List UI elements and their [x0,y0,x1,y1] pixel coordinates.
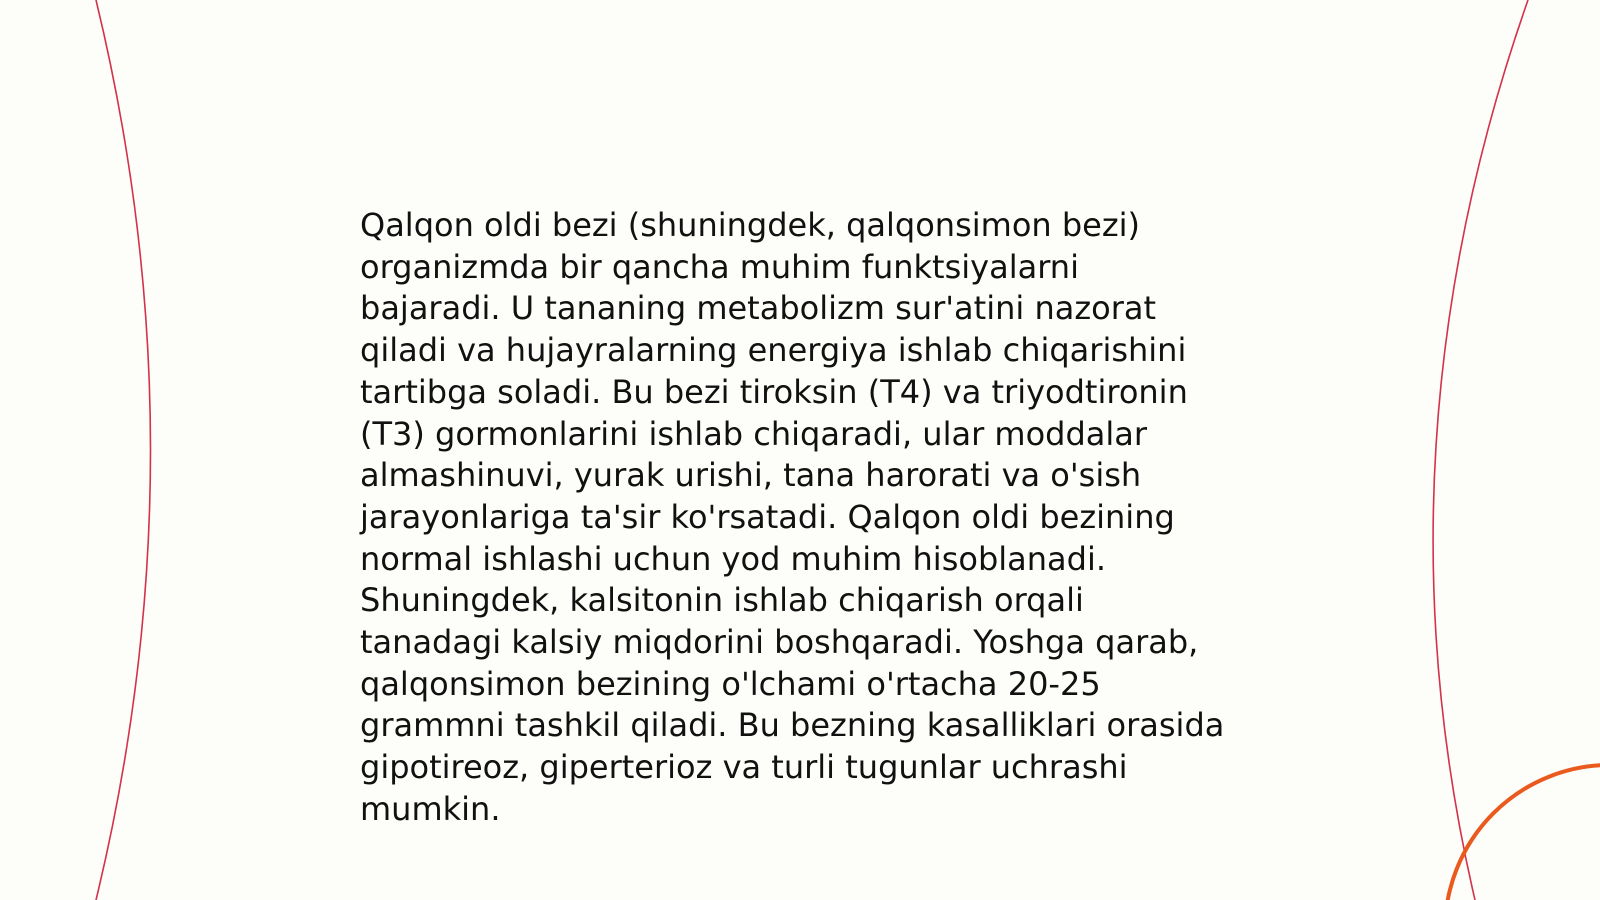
right-curve-line [1433,0,1528,900]
orange-accent-arc [1445,765,1600,900]
body-paragraph: Qalqon oldi bezi (shuningdek, qalqonsimon bezi) organizmda bir qancha muhim funktsiyalarni bajaradi. U tananing metabolizm sur'atini nazorat qiladi va hujayralarning energiya ishlab chiqarishini tartibga soladi. Bu bezi tiroksin (T4) va triyodtironin (T3) gormonlarini ishlab chiqaradi, ular moddalar almashinuvi, yurak urishi, tana harorati va o'sish jarayonlariga ta'sir ko'rsatadi. Qalqon oldi bezining normal ishlashi uchun yod muhim hisoblanadi. Shuningdek, kalsitonin ishlab chiqarish orqali tanadagi kalsiy miqdorini boshqaradi. Yoshga qarab, qalqonsimon bezining o'lchami o'rtacha 20-25 grammni tashkil qiladi. Bu bezning kasalliklari orasida gipotireoz, giperterioz va turli tugunlar uchrashi mumkin. [360,206,1225,828]
left-curve-line [96,0,151,900]
